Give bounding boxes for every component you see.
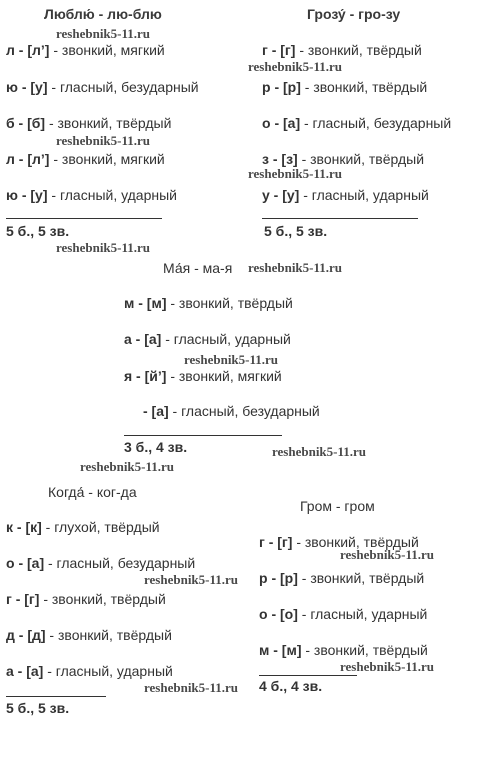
sound-row: д - [д] - звонкий, твёрдый [6,627,172,643]
sound-row: м - [м] - звонкий, твёрдый [259,642,428,658]
divider-line [124,435,282,436]
sound-row: у - [у] - гласный, ударный [262,187,429,203]
word-title: Люблю́ - лю-блю [44,6,162,22]
watermark: reshebnik5-11.ru [340,659,435,674]
sound-row: о - [а] - гласный, безударный [262,115,452,131]
syllable-sound-count: 4 б., 4 зв. [259,678,323,694]
sound-row: к - [к] - глухой, твёрдый [6,519,160,535]
word-title: Ма́я - ма-я [163,260,233,276]
sound-row: а - [а] - гласный, ударный [124,331,291,347]
watermark: reshebnik5-11.ru [248,166,343,181]
syllable-sound-count: 5 б., 5 зв. [6,223,70,239]
sound-row: а - [а] - гласный, ударный [6,663,173,679]
divider-line [259,675,357,676]
divider-line [6,696,106,697]
sound-row: г - [г] - звонкий, твёрдый [259,534,419,550]
word-title: Когда́ - ког-да [48,484,137,500]
watermark: reshebnik5-11.ru [248,260,343,275]
watermark: reshebnik5-11.ru [56,26,151,41]
word-title: Грозу́ - гро-зу [307,6,401,22]
divider-line [262,218,418,219]
sound-row: м - [м] - звонкий, твёрдый [124,295,293,311]
syllable-sound-count: 5 б., 5 зв. [6,700,70,716]
watermark: reshebnik5-11.ru [144,680,239,695]
watermark: reshebnik5-11.ru [56,240,151,255]
sound-row: о - [о] - гласный, ударный [259,606,428,622]
watermark: reshebnik5-11.ru [248,59,343,74]
sound-row: з - [з] - звонкий, твёрдый [262,151,425,167]
sound-row: я - [й’] - звонкий, мягкий [124,368,282,384]
sound-row: р - [р] - звонкий, твёрдый [259,570,425,586]
watermark: reshebnik5-11.ru [144,572,239,587]
syllable-sound-count: 3 б., 4 зв. [124,439,188,455]
divider-line [6,218,162,219]
watermark: reshebnik5-11.ru [272,444,367,459]
watermark: reshebnik5-11.ru [80,459,175,474]
sound-row: б - [б] - звонкий, твёрдый [6,115,172,131]
watermark: reshebnik5-11.ru [184,352,279,367]
sound-row: л - [л’] - звонкий, мягкий [6,151,165,167]
sound-row: - [а] - гласный, безударный [143,403,320,419]
sound-row: ю - [у] - гласный, ударный [6,187,177,203]
sound-row: р - [р] - звонкий, твёрдый [262,79,428,95]
syllable-sound-count: 5 б., 5 зв. [264,223,328,239]
watermark: reshebnik5-11.ru [340,547,435,562]
watermark: reshebnik5-11.ru [56,133,151,148]
sound-row: г - [г] - звонкий, твёрдый [6,591,166,607]
sound-row: г - [г] - звонкий, твёрдый [262,42,422,58]
sound-row: о - [а] - гласный, безударный [6,555,196,571]
word-title: Гром - гром [300,498,375,514]
sound-row: л - [л’] - звонкий, мягкий [6,42,165,58]
sound-row: ю - [у] - гласный, безударный [6,79,199,95]
